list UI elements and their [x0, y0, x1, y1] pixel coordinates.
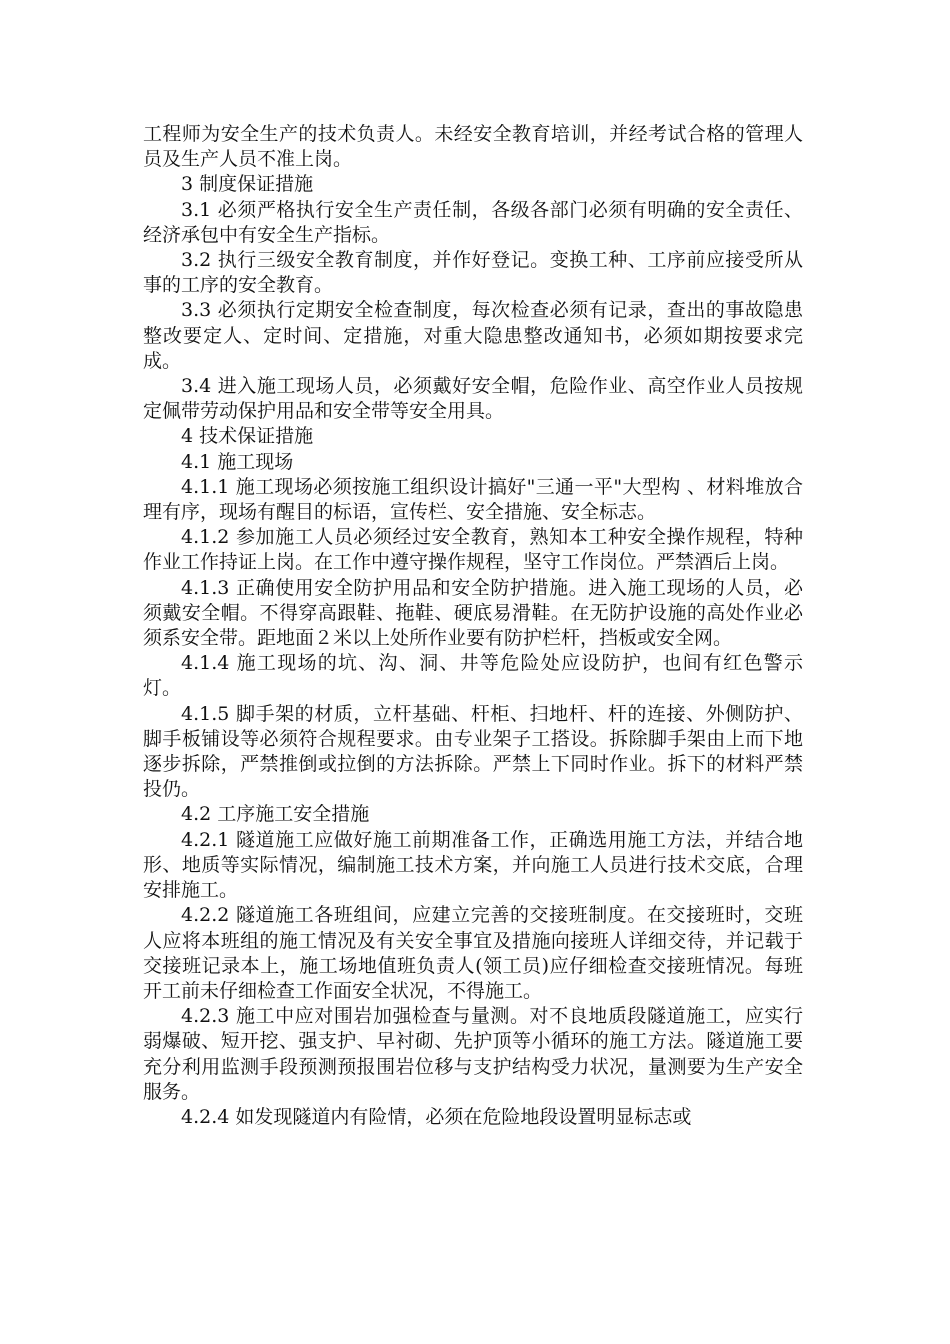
- subsection-heading-4-2: 4.2 工序施工安全措施: [181, 803, 370, 826]
- paragraph-4-2-3: 4.2.3 施工中应对围岩加强检查与量测。对不良地质段隧道施工，应实行弱爆破、短开挖、强支护、早衬砌、先护顶等小循环的施工方法。隧道施工要充分利用监测手段预测预报围岩位移与支护结构受力状况，量测要为生产安全服务。: [143, 1005, 803, 1103]
- paragraph-4-2-2: 4.2.2 隧道施工各班组间，应建立完善的交接班制度。在交接班时，交班人应将本班组的施工情况及有关安全事宜及措施向接班人详细交待，并记载于交接班记录本上，施工场地值班负责人(领工员)应仔细检查交接班情况。每班开工前未仔细检查工作面安全状况，不得施工。: [143, 904, 803, 1002]
- paragraph-3-2: 3.2 执行三级安全教育制度，并作好登记。变换工种、工序前应接受所从事的工序的安全教育。: [143, 249, 803, 297]
- section-heading-3: 3 制度保证措施: [181, 173, 314, 196]
- paragraph-3-1: 3.1 必须严格执行安全生产责任制，各级各部门必须有明确的安全责任、经济承包中有安全生产指标。: [143, 198, 803, 246]
- paragraph-4-1-2: 4.1.2 参加施工人员必须经过安全教育，熟知本工种安全操作规程，特种作业工作持证上岗。在工作中遵守操作规程，坚守工作岗位。严禁酒后上岗。: [143, 526, 803, 574]
- paragraph-4-1-5: 4.1.5 脚手架的材质，立杆基础、杆柜、扫地杆、杆的连接、外侧防护、脚手板铺设等必须符合规程要求。由专业架子工搭设。拆除脚手架由上而下地逐步拆除，严禁推倒或拉倒的方法拆除。严禁上下同时作业。拆下的材料严禁投仍。: [143, 702, 803, 801]
- paragraph-4-1-4: 4.1.4 施工现场的坑、沟、洞、井等危险处应设防护，也间有红色警示灯。: [143, 652, 803, 700]
- paragraph-4-2-1: 4.2.1 隧道施工应做好施工前期准备工作，正确选用施工方法，并结合地形、地质等实际情况，编制施工技术方案，并向施工人员进行技术交底，合理安排施工。: [143, 828, 803, 902]
- paragraph-3-4: 3.4 进入施工现场人员，必须戴好安全帽，危险作业、高空作业人员按规定佩带劳动保护用品和安全带等安全用具。: [143, 375, 803, 423]
- paragraph-3-3: 3.3 必须执行定期安全检查制度，每次检查必须有记录，查出的事故隐患整改要定人、定时间、定措施，对重大隐患整改通知书，必须如期按要求完成。: [143, 299, 803, 372]
- paragraph-4-2-4: 4.2.4 如发现隧道内有险情，必须在危险地段设置明显标志或: [181, 1105, 692, 1128]
- document-body: [143, 122, 803, 1130]
- subsection-heading-4-1: 4.1 施工现场: [181, 450, 294, 473]
- paragraph-4-1-3: 4.1.3 正确使用安全防护用品和安全防护措施。进入施工现场的人员，必须戴安全帽。不得穿高跟鞋、拖鞋、硬底易滑鞋。在无防护设施的高处作业必须系安全带。距地面２米以上处所作业要有防护栏杆，挡板或安全网。: [143, 576, 803, 650]
- paragraph-4-1-1: 4.1.1 施工现场必须按施工组织设计搞好"三通一平"大型构 、材料堆放合理有序，现场有醒目的标语，宣传栏、安全措施、安全标志。: [143, 475, 803, 524]
- paragraph-continuation: 工程师为安全生产的技术负责人。未经安全教育培训，并经考试合格的管理人员及生产人员不准上岗。: [143, 123, 803, 171]
- section-heading-4: 4 技术保证措施: [181, 425, 314, 448]
